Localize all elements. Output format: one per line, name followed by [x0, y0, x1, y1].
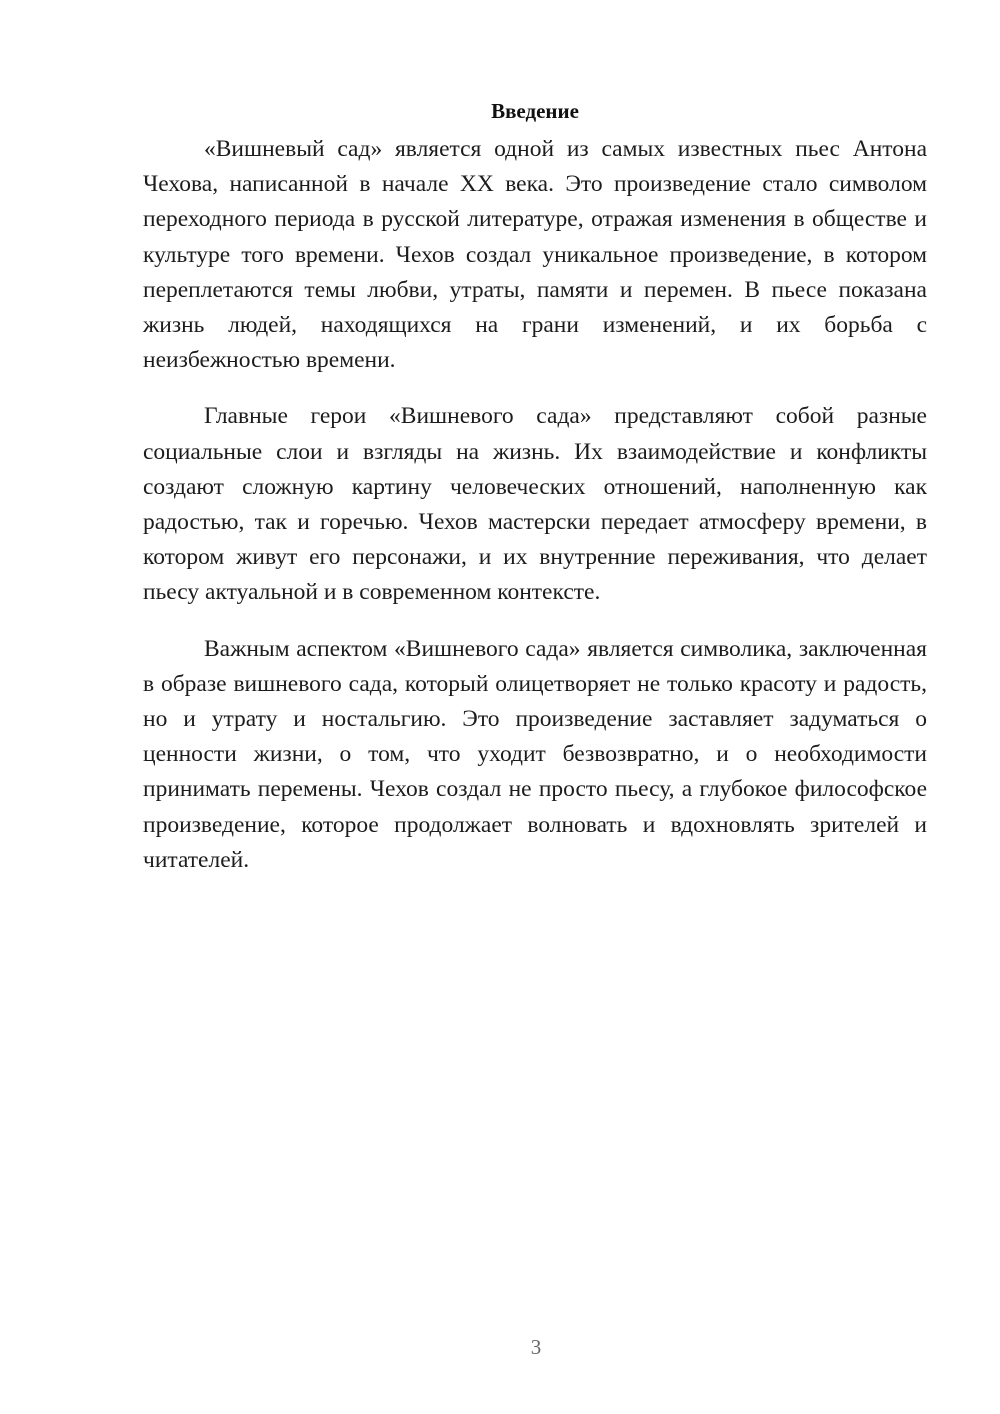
page-number: 3	[530, 1335, 542, 1359]
paragraph-3: Важным аспектом «Вишневого сада» является символика, заключенная в образе вишневого сада, который олицетворяет не только красоту и радость, но и утрату и ностальгию. Это произведение заставляет задуматься о ценности жизни, о том, что уходит безвозвратно, и о необходимости принимать перемены. Чехов создал не просто пьесу, а глубокое философское произведение, которое продолжает волновать и вдохновлять зрителей и читателей.	[143, 635, 927, 873]
paragraph-1: «Вишневый сад» является одной из самых известных пьес Антона Чехова, написанной в начале XX века. Это произведение стало символом переходного периода в русской литературе, отражая изменения в обществе и культуре того времени. Чехов создал уникальное произведение, в котором переплетаются темы любви, утраты, памяти и перемен. В пьесе показана жизнь людей, находящихся на грани изменений, и их борьба с неизбежностью времени.	[143, 136, 927, 374]
section-title: Введение	[491, 99, 579, 123]
document-body	[143, 96, 927, 878]
paragraph-2: Главные герои «Вишневого сада» представляют собой разные социальные слои и взгляды на жизнь. Их взаимодействие и конфликты создают сложную картину человеческих отношений, наполненную как радостью, так и горечью. Чехов мастерски передает атмосферу времени, в котором живут его персонажи, и их внутренние переживания, что делает пьесу актуальной и в современном контексте.	[143, 403, 927, 606]
